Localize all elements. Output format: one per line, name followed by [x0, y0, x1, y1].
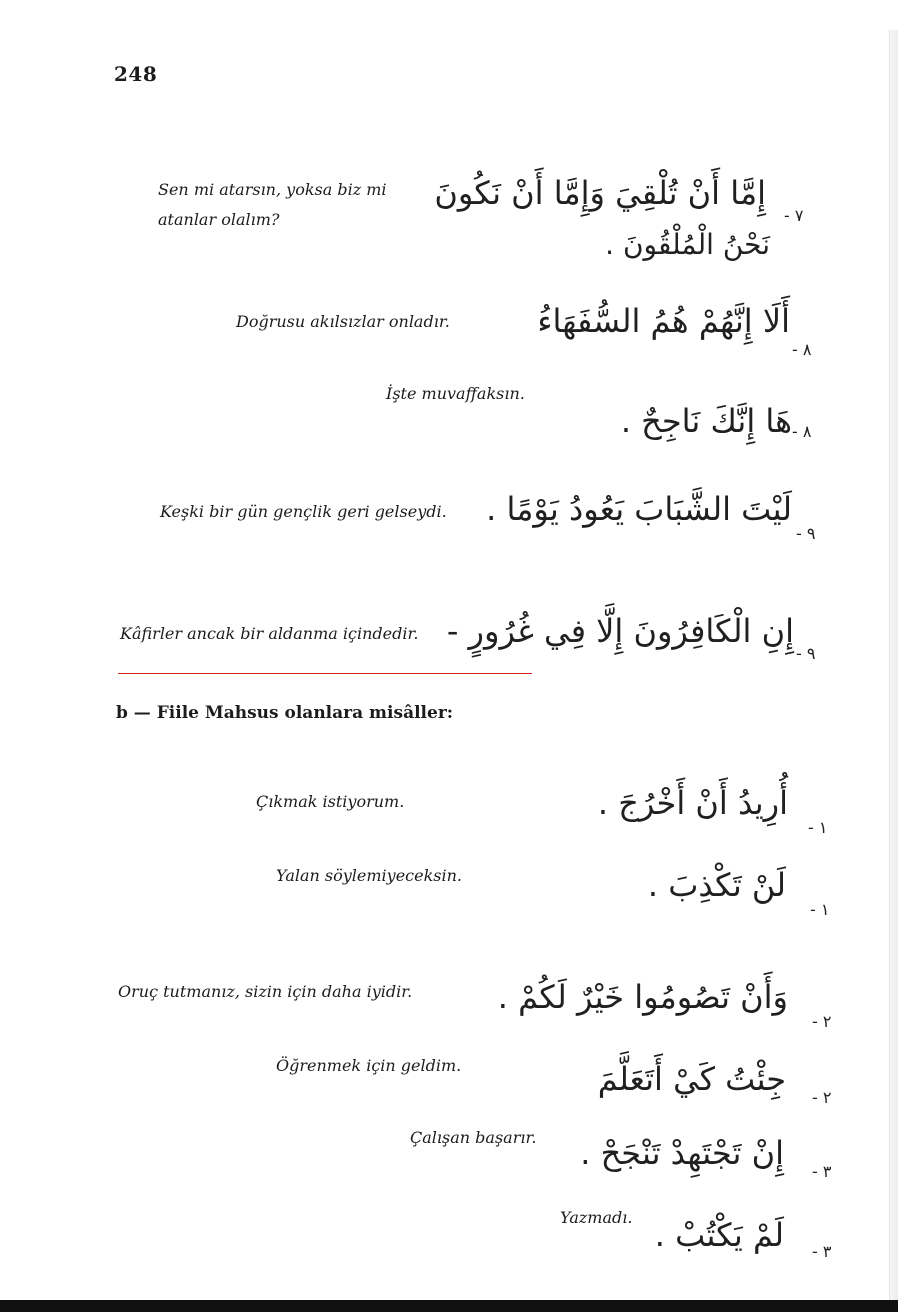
page-spine-edge — [889, 30, 898, 1300]
scan-bottom-edge — [0, 1300, 898, 1312]
example-2-arabic: أَلَا إِنَّهُمْ هُمُ السُّفَهَاءُ — [537, 302, 790, 340]
example-1-translation-line-2: atanlar olalım? — [158, 210, 280, 229]
example-1-arabic-line-2: نَحْنُ الْمُلْقُونَ . — [605, 228, 770, 261]
example-10-translation: Çalışan başarır. — [410, 1128, 537, 1147]
section-heading: b — Fiile Mahsus olanlara misâller: — [116, 703, 454, 723]
example-5-translation: Kâfirler ancak bir aldanma içindedir. — [120, 624, 419, 643]
example-8-translation: Oruç tutmanız, sizin için daha iyidir. — [118, 982, 413, 1001]
example-3-number: ٨ - — [792, 422, 812, 441]
example-11-number: ٣ - — [812, 1242, 832, 1261]
example-9-arabic: جِئْتُ كَيْ أَتَعَلَّمَ — [597, 1060, 786, 1098]
example-11-arabic: لَمْ يَكْتُبْ . — [654, 1216, 784, 1254]
example-4-number: ٩ - — [796, 524, 816, 543]
example-5-arabic: إِنِ الْكَافِرُونَ إِلَّا فِي غُرُورٍ - — [446, 612, 794, 650]
example-1-arabic-line-1: إِمَّا أَنْ تُلْقِيَ وَإِمَّا أَنْ نَكُونَ — [434, 174, 766, 212]
example-1-translation-line-1: Sen mi atarsın, yoksa biz mi — [158, 180, 387, 199]
example-9-number: ٢ - — [812, 1088, 832, 1107]
example-10-number: ٣ - — [812, 1162, 832, 1181]
example-3-translation: İşte muvaffaksın. — [386, 384, 525, 403]
example-6-translation: Çıkmak istiyorum. — [256, 792, 405, 811]
example-2-number: ٨ - — [792, 340, 812, 359]
example-4-translation: Keşki bir gün gençlik geri gelseydi. — [160, 502, 447, 521]
example-1-number: ٧ - — [784, 206, 804, 225]
example-8-number: ٢ - — [812, 1012, 832, 1031]
example-10-arabic: إِنْ تَجْتَهِدْ تَنْجَحْ . — [580, 1134, 784, 1172]
example-7-arabic: لَنْ تَكْذِبَ . — [647, 866, 786, 904]
example-7-number: ١ - — [810, 900, 830, 919]
example-8-arabic: وَأَنْ تَصُومُوا خَيْرٌ لَكُمْ . — [497, 978, 788, 1016]
example-11-translation: Yazmadı. — [560, 1208, 633, 1227]
example-9-translation: Öğrenmek için geldim. — [276, 1056, 462, 1075]
page-number: 248 — [114, 62, 158, 86]
example-5-number: ٩ - — [796, 644, 816, 663]
example-4-arabic: لَيْتَ الشَّبَابَ يَعُودُ يَوْمًا . — [486, 490, 792, 528]
example-6-number: ١ - — [808, 818, 828, 837]
example-3-arabic: هَا إِنَّكَ نَاجِحٌ . — [620, 402, 792, 440]
example-6-arabic: أُرِيدُ أَنْ أَخْرُجَ . — [597, 784, 788, 822]
example-2-translation: Doğrusu akılsızlar onladır. — [236, 312, 450, 331]
example-7-translation: Yalan söylemiyeceksin. — [276, 866, 463, 885]
red-underline-rule — [118, 673, 532, 674]
